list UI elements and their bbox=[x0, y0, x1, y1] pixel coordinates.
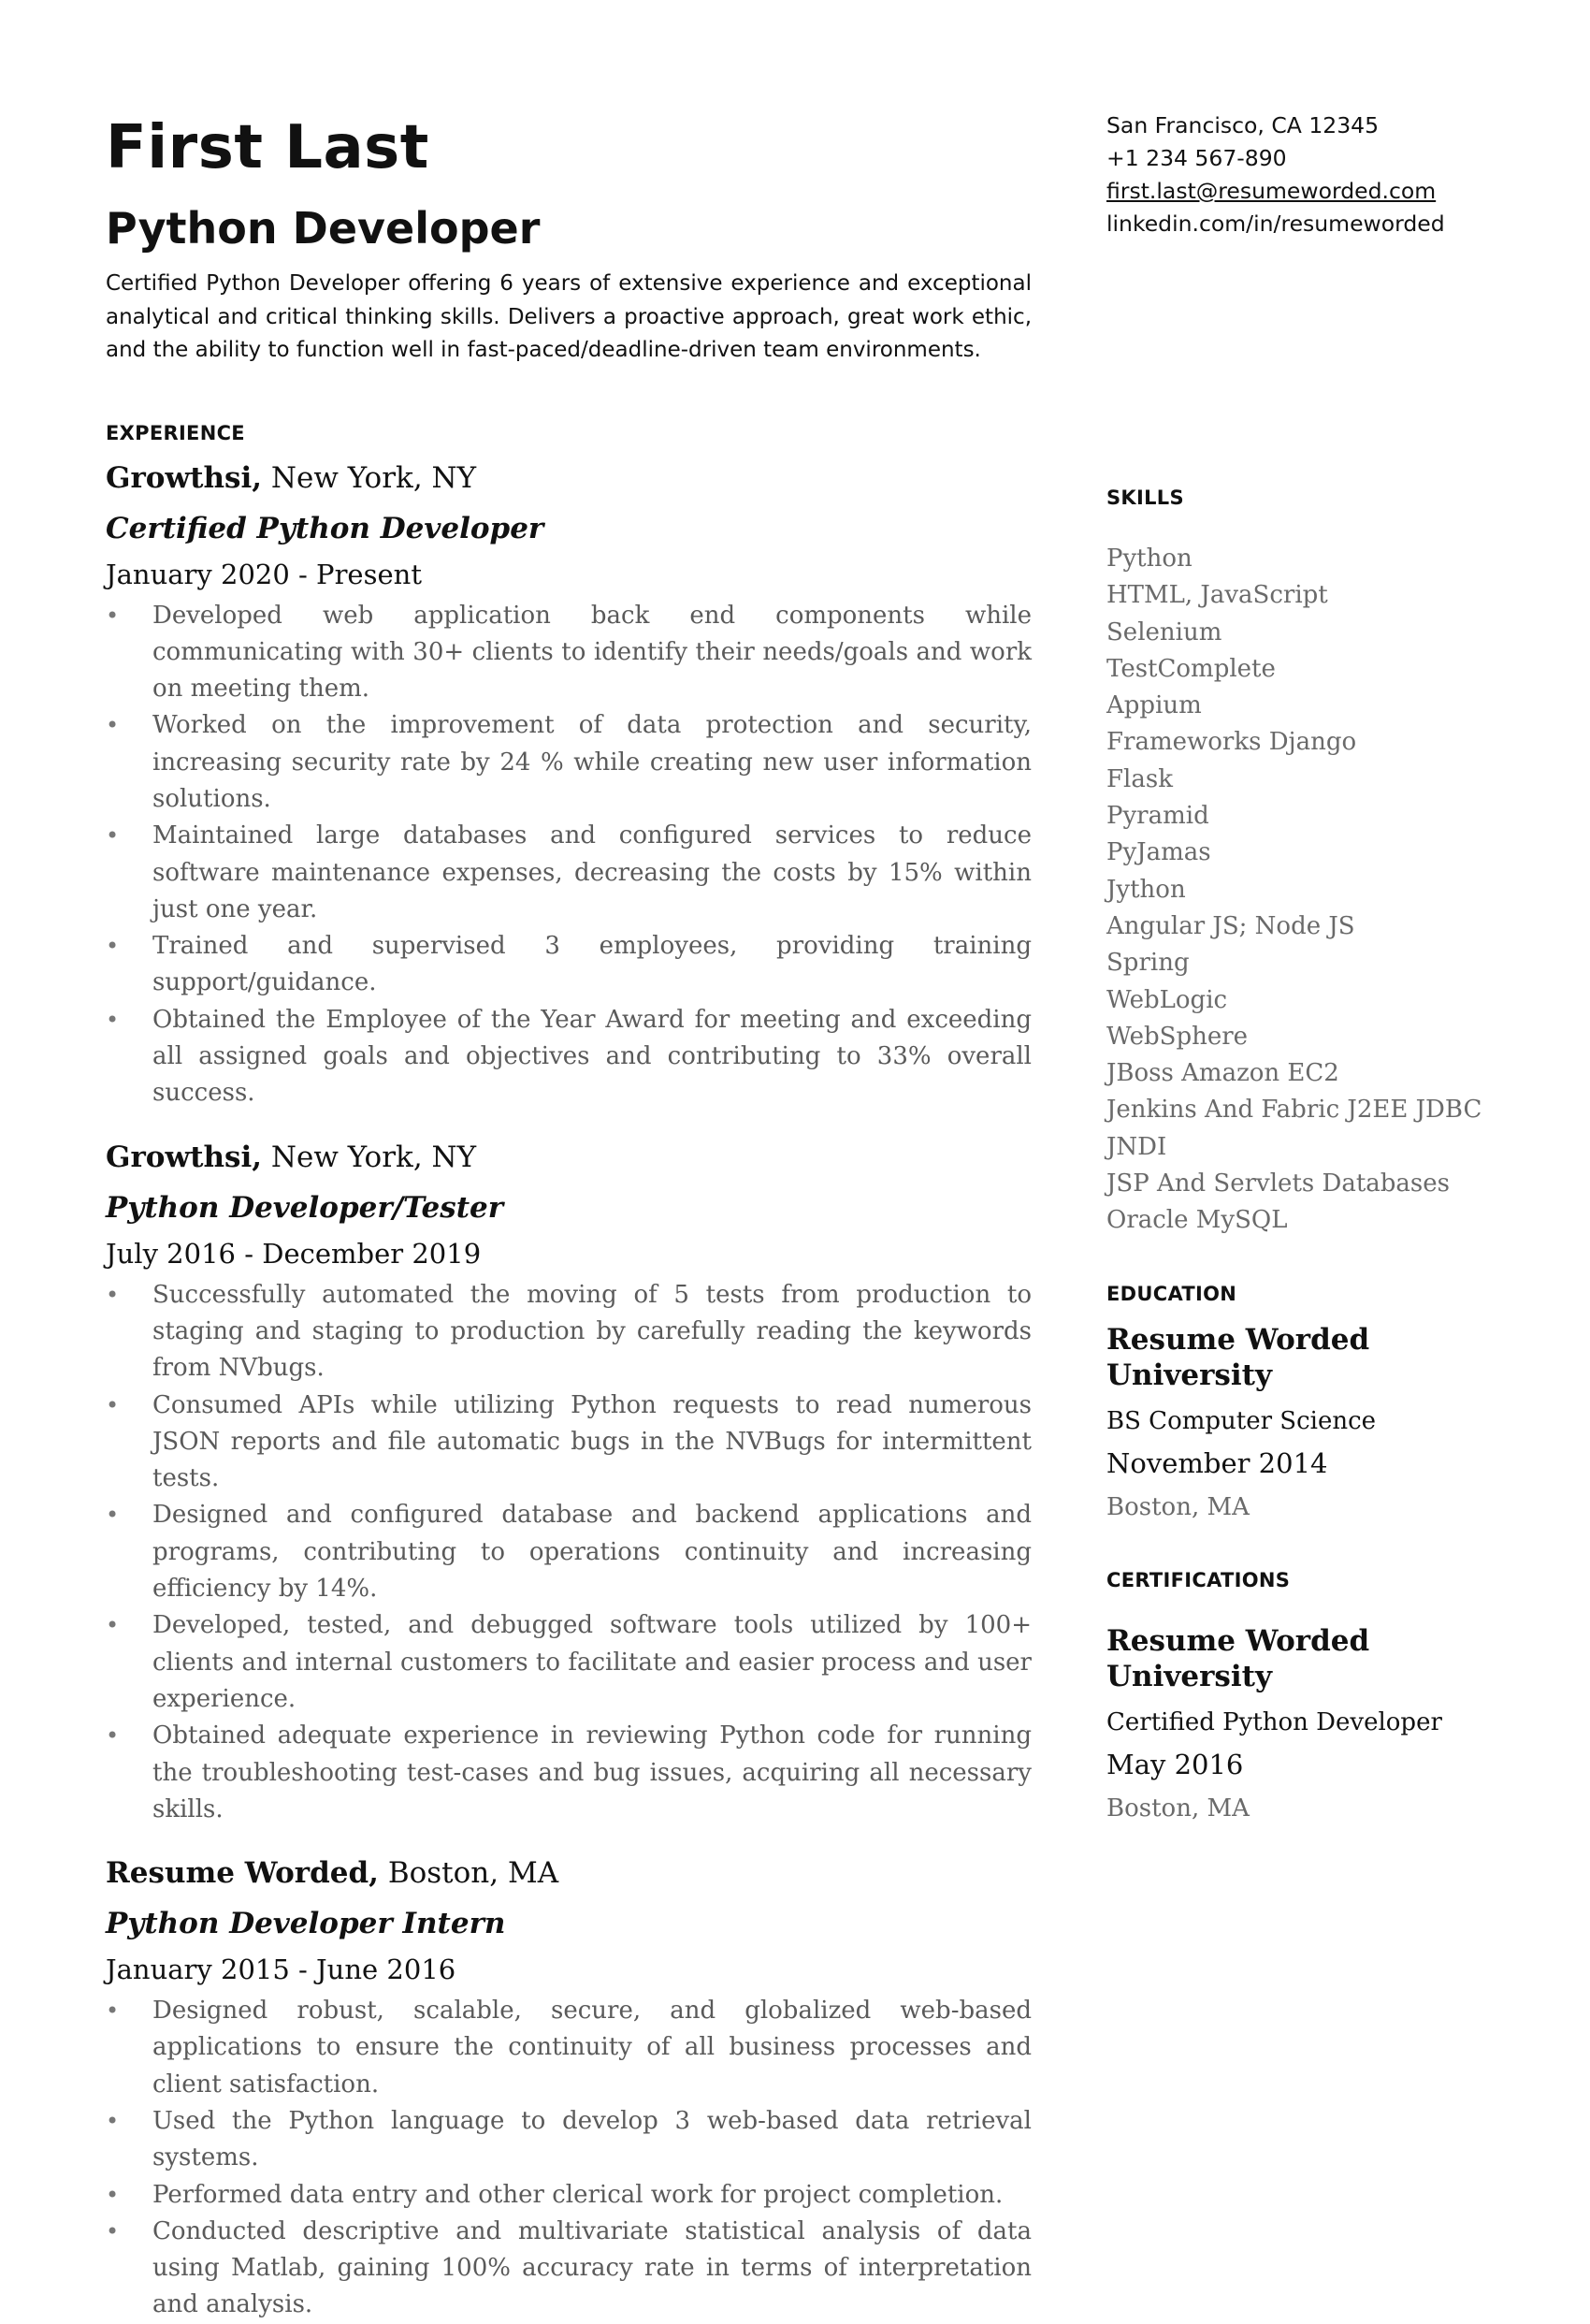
certification-name: Certified Python Developer bbox=[1106, 1707, 1442, 1736]
company-line bbox=[106, 1854, 1032, 1892]
skill-item: TestComplete bbox=[1106, 654, 1276, 683]
company-name: Growthsi, bbox=[106, 1140, 263, 1174]
skill-item: PyJamas bbox=[1106, 838, 1211, 867]
bullet-item: • Developed web application back end components while communicating with 30+ clients to identify their needs/goals and work on meeting them. bbox=[106, 598, 1032, 708]
education-school: Resume Worded University bbox=[1106, 1322, 1370, 1392]
job-bullets bbox=[106, 1277, 1032, 1828]
skill-item: Frameworks Django bbox=[1106, 728, 1357, 757]
bullet-item: • Designed robust, scalable, secure, and globalized web-based applications to ensure the continuity of all business processes and client satisfaction. bbox=[106, 1993, 1032, 2103]
bullet-item: • Performed data entry and other clerical work for project completion. bbox=[106, 2177, 1032, 2214]
candidate-name: First Last bbox=[106, 113, 429, 182]
contact-linkedin: linkedin.com/in/resumeworded bbox=[1106, 211, 1445, 237]
job-entry bbox=[106, 459, 1032, 1112]
bullet-item: • Developed, tested, and debugged software tools utilized by 100+ clients and internal customers to facilitate and easier process and user experience. bbox=[106, 1607, 1032, 1718]
education-degree: BS Computer Science bbox=[1106, 1406, 1377, 1435]
bullet-item: • Successfully automated the moving of 5 tests from production to staging and staging to production by carefully reading the keywords from NVbugs. bbox=[106, 1277, 1032, 1387]
role-title: Python Developer Intern bbox=[106, 1907, 506, 1941]
job-bullets bbox=[106, 598, 1032, 1112]
main-column bbox=[106, 112, 1032, 2324]
summary: Certified Python Developer offering 6 years of extensive experience and exceptional analytical and critical thinking skills. Delivers a proactive approach, great work ethic, and the ability to function well in fast-paced/deadline-driven team environments. bbox=[106, 271, 1032, 362]
role-title: Certified Python Developer bbox=[106, 511, 544, 545]
bullet-item: • Obtained the Employee of the Year Award for meeting and exceeding all assigned goals and objectives and contributing to 33% overall success. bbox=[106, 1002, 1032, 1112]
skill-item: Oracle MySQL bbox=[1106, 1206, 1288, 1235]
bullet-item: • Used the Python language to develop 3 web-based data retrieval systems. bbox=[106, 2103, 1032, 2177]
contact-email-link[interactable]: first.last@resumeworded.com bbox=[1106, 178, 1437, 204]
skill-item: Jenkins And Fabric J2EE JDBC bbox=[1106, 1096, 1482, 1125]
skill-item: Python bbox=[1106, 545, 1192, 573]
company-line bbox=[106, 1139, 1032, 1176]
skill-item: Pyramid bbox=[1106, 802, 1209, 831]
job-dates: January 2020 - Present bbox=[106, 558, 422, 590]
certification-issuer: Resume Worded University bbox=[1106, 1623, 1370, 1693]
job-entry bbox=[106, 1139, 1032, 1828]
skills-list bbox=[1106, 541, 1509, 1240]
education-date: November 2014 bbox=[1106, 1446, 1328, 1479]
sidebar-column bbox=[1106, 109, 1509, 1825]
skills-heading: SKILLS bbox=[1106, 487, 1184, 509]
certification-date: May 2016 bbox=[1106, 1748, 1244, 1780]
company-name: Growthsi, bbox=[106, 460, 263, 495]
experience-heading: EXPERIENCE bbox=[106, 421, 245, 444]
certification-location: Boston, MA bbox=[1106, 1794, 1250, 1823]
job-entry bbox=[106, 1854, 1032, 2324]
bullet-item: • Obtained adequate experience in reviewing Python code for running the troubleshooting test-cases and bug issues, acquiring all necessary skills. bbox=[106, 1718, 1032, 1828]
skill-item: Selenium bbox=[1106, 617, 1222, 646]
bullet-item: • Consumed APIs while utilizing Python requests to read numerous JSON reports and file automatic bugs in the NVBugs for intermittent tests. bbox=[106, 1387, 1032, 1498]
job-dates: July 2016 - December 2019 bbox=[106, 1237, 482, 1270]
company-line bbox=[106, 459, 1032, 497]
skill-item: Flask bbox=[1106, 764, 1173, 793]
company-location: New York, NY bbox=[262, 1140, 477, 1174]
skill-item: JBoss Amazon EC2 bbox=[1106, 1059, 1339, 1088]
company-location: New York, NY bbox=[262, 460, 477, 495]
education-location: Boston, MA bbox=[1106, 1492, 1250, 1521]
certifications-heading: CERTIFICATIONS bbox=[1106, 1568, 1291, 1591]
company-location: Boston, MA bbox=[378, 1856, 559, 1891]
skill-item: JSP And Servlets Databases bbox=[1106, 1169, 1451, 1198]
contact-phone: +1 234 567-890 bbox=[1106, 145, 1287, 171]
bullet-item: • Designed and configured database and backend applications and programs, contributing to operations continuity and increasing efficiency by 14%. bbox=[106, 1497, 1032, 1607]
skill-item: WebSphere bbox=[1106, 1022, 1249, 1051]
skill-item: HTML, JavaScript bbox=[1106, 581, 1328, 610]
bullet-item: • Maintained large databases and configured services to reduce software maintenance expenses, decreasing the costs by 15% within just one year. bbox=[106, 818, 1032, 928]
job-bullets bbox=[106, 1993, 1032, 2324]
role-title: Python Developer/Tester bbox=[106, 1190, 504, 1225]
job-title: Python Developer bbox=[106, 203, 541, 254]
skill-item: Jython bbox=[1106, 875, 1186, 904]
skill-item: WebLogic bbox=[1106, 985, 1228, 1014]
education-heading: EDUCATION bbox=[1106, 1282, 1237, 1305]
bullet-item: • Worked on the improvement of data protection and security, increasing security rate by 24 % while creating new user information solutions. bbox=[106, 707, 1032, 818]
skill-item: Spring bbox=[1106, 949, 1190, 978]
skill-item: Appium bbox=[1106, 691, 1202, 720]
skill-item: Angular JS; Node JS bbox=[1106, 911, 1355, 940]
contact-location: San Francisco, CA 12345 bbox=[1106, 112, 1380, 138]
skill-item: JNDI bbox=[1106, 1132, 1167, 1161]
job-dates: January 2015 - June 2016 bbox=[106, 1954, 456, 1986]
company-name: Resume Worded, bbox=[106, 1856, 379, 1891]
bullet-item: • Conducted descriptive and multivariate statistical analysis of data using Matlab, gaining 100% accuracy rate in terms of interpretation and analysis. bbox=[106, 2214, 1032, 2324]
bullet-item: • Trained and supervised 3 employees, providing training support/guidance. bbox=[106, 928, 1032, 1002]
